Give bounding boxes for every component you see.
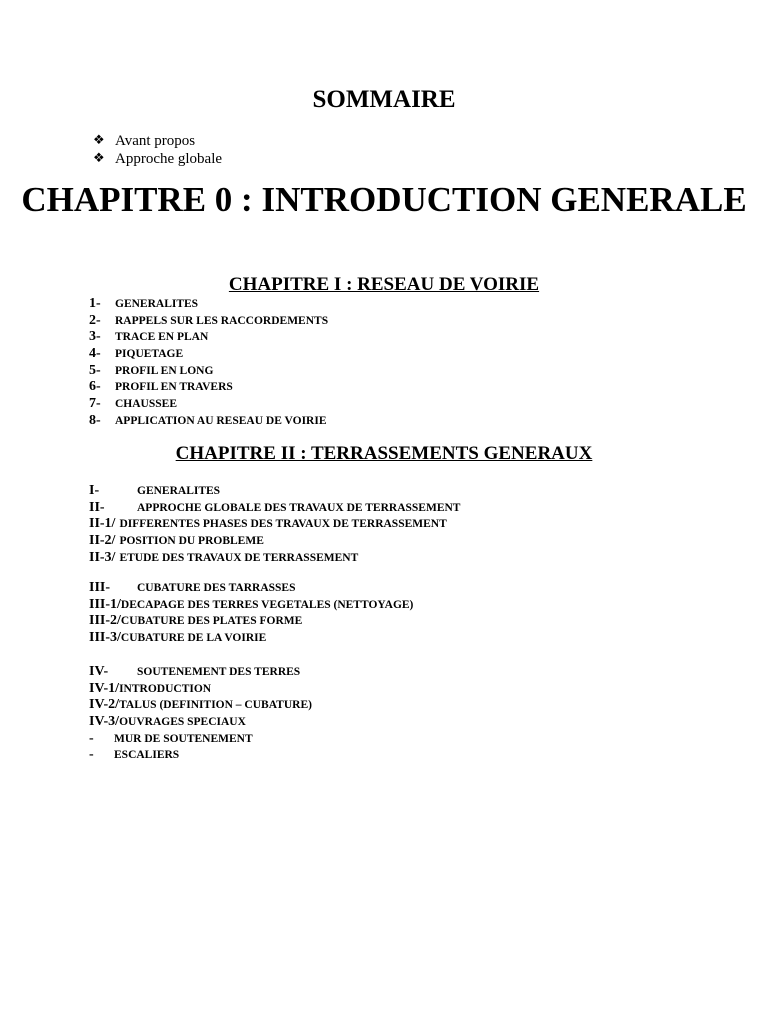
page-title: SOMMAIRE	[312, 86, 456, 113]
bullet-item	[93, 150, 222, 168]
item-label: PROFIL EN TRAVERS	[115, 381, 233, 394]
item-number: IV-	[89, 664, 109, 679]
item-number: -	[89, 730, 94, 746]
item-number: 7-	[89, 396, 101, 412]
item-label: GENERALITES	[115, 298, 199, 310]
list-item	[89, 329, 328, 346]
list-item	[89, 516, 460, 533]
item-number: -	[89, 747, 94, 763]
item-number: 2-	[89, 312, 101, 328]
list-item	[89, 664, 312, 681]
item-label: DIFFERENTES PHASES DES TRAVAUX DE TERRASSEMENT	[119, 518, 447, 531]
list-item	[89, 346, 328, 363]
item-number: III-2/	[89, 613, 121, 629]
list-item	[89, 396, 328, 413]
list-item	[89, 363, 328, 380]
chapter2-section2-list	[89, 580, 413, 647]
list-item	[89, 714, 312, 731]
list-item	[89, 747, 312, 764]
chapter0-heading: CHAPITRE 0 : INTRODUCTION GENERALE	[21, 180, 747, 219]
list-item	[89, 697, 312, 714]
intro-bullet-list	[93, 132, 222, 168]
item-label: PIQUETAGE	[115, 348, 184, 361]
list-item	[89, 613, 413, 630]
item-number: 3-	[89, 329, 101, 345]
item-number: 1-	[89, 296, 101, 311]
chapter1-heading: CHAPITRE I : RESEAU DE VOIRIE	[228, 274, 540, 295]
list-item	[89, 379, 328, 396]
item-label: ETUDE DES TRAVAUX DE TERRASSEMENT	[119, 551, 359, 564]
item-label: CHAUSSEE	[115, 398, 177, 411]
item-label: POSITION DU PROBLEME	[119, 535, 264, 548]
item-number: 4-	[89, 346, 101, 362]
item-label: PROFIL EN LONG	[115, 364, 214, 377]
list-item	[89, 550, 460, 567]
list-item	[89, 483, 460, 500]
list-item	[89, 500, 460, 517]
list-item	[89, 313, 328, 330]
diamond-bullet-icon: ❖	[93, 151, 105, 166]
item-label: OUVRAGES SPECIAUX	[119, 716, 246, 729]
item-label: ESCALIERS	[114, 749, 180, 762]
item-number: II-	[89, 499, 105, 515]
chapter2-heading: CHAPITRE II : TERRASSEMENTS GENERAUX	[175, 443, 593, 464]
list-item	[89, 413, 328, 430]
item-number: II-2/	[89, 533, 116, 549]
list-item	[89, 630, 413, 647]
item-label: TRACE EN PLAN	[115, 331, 209, 344]
item-number: 6-	[89, 379, 101, 395]
item-number: 5-	[89, 362, 101, 378]
chapter1-list	[89, 296, 328, 430]
bullet-label: Approche globale	[115, 151, 223, 167]
list-item	[89, 731, 312, 748]
chapter2-section3-list	[89, 664, 312, 764]
list-item	[89, 597, 413, 614]
item-number: III-	[89, 580, 111, 595]
item-number: III-3/	[89, 630, 121, 646]
item-number: I-	[89, 483, 100, 498]
list-item	[89, 681, 312, 698]
diamond-bullet-icon: ❖	[93, 133, 105, 148]
list-item	[89, 296, 328, 313]
item-label: MUR DE SOUTENEMENT	[114, 732, 253, 745]
item-label: APPROCHE GLOBALE DES TRAVAUX DE TERRASSEMENT	[137, 501, 461, 514]
chapter2-section1-list	[89, 483, 460, 566]
item-number: III-1/	[89, 596, 121, 612]
item-label: CUBATURE DES PLATES FORME	[120, 615, 303, 628]
item-number: II-1/	[89, 516, 116, 532]
item-label: APPLICATION AU RESEAU DE VOIRIE	[115, 414, 327, 427]
list-item	[89, 580, 413, 597]
item-label: SOUTENEMENT DES TERRES	[137, 666, 301, 678]
list-item	[89, 533, 460, 550]
item-label: TALUS (DEFINITION – CUBATURE)	[119, 699, 312, 712]
item-number: IV-3/	[89, 714, 120, 730]
item-label: CUBATURE DE LA VOIRIE	[120, 632, 267, 645]
bullet-label: Avant propos	[115, 133, 196, 149]
item-number: 8-	[89, 412, 101, 428]
item-label: RAPPELS SUR LES RACCORDEMENTS	[115, 314, 329, 327]
item-number: II-3/	[89, 549, 116, 565]
item-label: INTRODUCTION	[119, 682, 212, 695]
item-number: IV-2/	[89, 697, 120, 713]
item-number: IV-1/	[89, 680, 120, 696]
bullet-item	[93, 132, 222, 150]
item-label: CUBATURE DES TARRASSES	[137, 582, 296, 594]
item-label: DECAPAGE DES TERRES VEGETALES (NETTOYAGE)	[120, 598, 414, 611]
item-label: GENERALITES	[137, 485, 221, 497]
